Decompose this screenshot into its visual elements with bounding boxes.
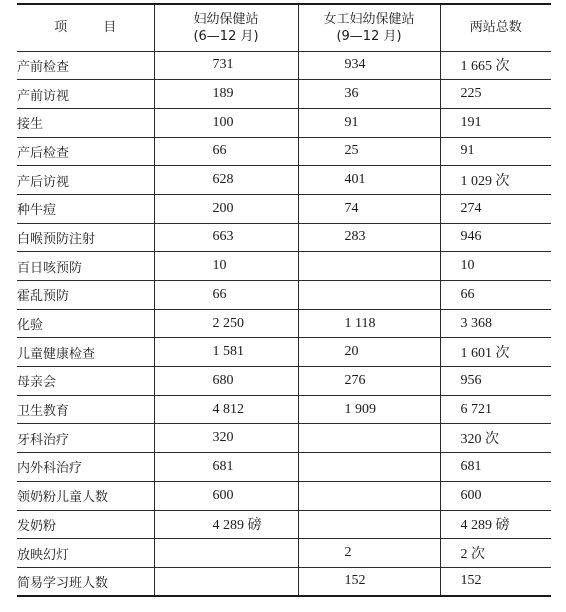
worker-station-value: 276	[344, 372, 366, 388]
row-item-label: 卫生教育	[17, 395, 154, 424]
maternal-station-value-cell	[154, 108, 298, 137]
worker-station-value: 934	[344, 57, 366, 73]
table-header	[17, 4, 551, 51]
worker-station-value-cell	[298, 223, 440, 252]
table-row	[17, 80, 551, 109]
statistics-table	[17, 3, 551, 597]
worker-station-value-cell	[298, 453, 440, 482]
total-value: 66	[460, 286, 475, 302]
maternal-station-value-cell	[154, 481, 298, 510]
worker-station-value-cell	[298, 338, 440, 367]
table-row	[17, 309, 551, 338]
maternal-station-value: 600	[212, 487, 234, 503]
row-item-label: 种牛痘	[17, 194, 154, 223]
table-row	[17, 481, 551, 510]
maternal-station-value-cell	[154, 194, 298, 223]
worker-station-value-cell	[298, 281, 440, 310]
total-value: 600	[460, 487, 482, 503]
maternal-station-value-cell	[154, 424, 298, 453]
table-row	[17, 137, 551, 166]
row-item-label: 百日咳预防	[17, 252, 154, 281]
maternal-station-value: 66	[212, 143, 227, 159]
maternal-station-value-cell	[154, 395, 298, 424]
row-item-label: 接生	[17, 108, 154, 137]
total-value: 1 601 次	[460, 346, 510, 362]
total-value: 10	[460, 258, 475, 274]
maternal-station-value: 189	[212, 86, 234, 102]
worker-station-value-cell	[298, 80, 440, 109]
maternal-station-value: 10	[212, 258, 227, 274]
maternal-station-value-cell	[154, 252, 298, 281]
maternal-station-value-cell	[154, 567, 298, 596]
table-row	[17, 281, 551, 310]
total-value-cell	[440, 395, 551, 424]
maternal-station-value: 663	[212, 229, 234, 245]
table-row	[17, 194, 551, 223]
table-body	[17, 51, 551, 596]
maternal-station-value: 100	[212, 114, 234, 130]
maternal-station-value-cell	[154, 510, 298, 539]
total-value: 152	[460, 573, 482, 589]
row-item-label: 发奶粉	[17, 510, 154, 539]
maternal-station-value-cell	[154, 338, 298, 367]
worker-station-value-cell	[298, 108, 440, 137]
worker-station-value-cell	[298, 567, 440, 596]
header-total: 两站总数	[440, 4, 551, 51]
maternal-station-value: 4 289 磅	[212, 518, 262, 534]
header-worker-station-name: 女工妇幼保健站	[323, 11, 415, 27]
total-value-cell	[440, 309, 551, 338]
table-row	[17, 395, 551, 424]
maternal-station-value: 680	[212, 372, 234, 388]
worker-station-value-cell	[298, 194, 440, 223]
total-value: 946	[460, 229, 482, 245]
maternal-station-value-cell	[154, 137, 298, 166]
worker-station-value-cell	[298, 481, 440, 510]
header-item-left: 项	[54, 20, 68, 36]
row-item-label: 产后检查	[17, 137, 154, 166]
row-item-label: 化验	[17, 309, 154, 338]
header-item-right: 目	[103, 20, 117, 36]
total-value-cell	[440, 137, 551, 166]
row-item-label: 母亲会	[17, 367, 154, 396]
total-value: 4 289 磅	[460, 518, 510, 534]
worker-station-value-cell	[298, 309, 440, 338]
worker-station-value: 20	[344, 344, 359, 360]
total-value: 191	[460, 114, 482, 130]
header-row	[17, 4, 551, 51]
total-value-cell	[440, 281, 551, 310]
row-item-label: 领奶粉儿童人数	[17, 481, 154, 510]
total-value: 320 次	[460, 432, 499, 448]
total-value-cell	[440, 108, 551, 137]
table-row	[17, 539, 551, 568]
worker-station-value-cell	[298, 510, 440, 539]
total-value-cell	[440, 223, 551, 252]
maternal-station-value-cell	[154, 367, 298, 396]
table-row	[17, 567, 551, 596]
worker-station-value: 74	[344, 200, 359, 216]
total-value-cell	[440, 80, 551, 109]
total-value: 3 368	[460, 315, 492, 331]
header-worker-station	[298, 4, 440, 51]
worker-station-value-cell	[298, 252, 440, 281]
total-value: 681	[460, 458, 482, 474]
worker-station-value: 401	[344, 172, 366, 188]
total-value-cell	[440, 252, 551, 281]
row-item-label: 儿童健康检查	[17, 338, 154, 367]
total-value: 1 029 次	[460, 174, 510, 190]
total-value: 1 665 次	[460, 59, 510, 75]
maternal-station-value: 1 581	[212, 344, 244, 360]
worker-station-value: 283	[344, 229, 366, 245]
row-item-label: 霍乱预防	[17, 281, 154, 310]
worker-station-value-cell	[298, 137, 440, 166]
row-item-label: 产前检查	[17, 51, 154, 80]
table-row	[17, 338, 551, 367]
maternal-station-value-cell	[154, 51, 298, 80]
maternal-station-value: 200	[212, 200, 234, 216]
maternal-station-value-cell	[154, 309, 298, 338]
row-item-label: 放映幻灯	[17, 539, 154, 568]
row-item-label: 产后访视	[17, 166, 154, 195]
total-value-cell	[440, 510, 551, 539]
maternal-station-value-cell	[154, 166, 298, 195]
worker-station-value: 25	[344, 143, 359, 159]
maternal-station-value: 66	[212, 286, 227, 302]
total-value-cell	[440, 51, 551, 80]
total-value: 274	[460, 200, 482, 216]
maternal-station-value-cell	[154, 223, 298, 252]
header-item	[17, 4, 154, 51]
row-item-label: 白喉预防注射	[17, 223, 154, 252]
maternal-station-value: 4 812	[212, 401, 244, 417]
table-row	[17, 166, 551, 195]
worker-station-value-cell	[298, 367, 440, 396]
total-value-cell	[440, 453, 551, 482]
maternal-station-value-cell	[154, 539, 298, 568]
table-row	[17, 108, 551, 137]
total-value: 956	[460, 372, 482, 388]
maternal-station-value: 320	[212, 430, 234, 446]
total-value-cell	[440, 539, 551, 568]
total-value-cell	[440, 367, 551, 396]
total-value: 6 721	[460, 401, 492, 417]
row-item-label: 内外科治疗	[17, 453, 154, 482]
header-maternal-station	[154, 4, 298, 51]
maternal-station-value-cell	[154, 281, 298, 310]
total-value: 2 次	[460, 547, 485, 563]
maternal-station-value: 731	[212, 57, 234, 73]
table-row	[17, 367, 551, 396]
worker-station-value: 152	[344, 573, 366, 589]
header-maternal-station-name: 妇幼保健站	[193, 11, 259, 27]
worker-station-value-cell	[298, 424, 440, 453]
table-row	[17, 252, 551, 281]
total-value-cell	[440, 166, 551, 195]
worker-station-value: 1 909	[344, 401, 376, 417]
maternal-station-value: 2 250	[212, 315, 244, 331]
worker-station-value-cell	[298, 166, 440, 195]
worker-station-value: 2	[344, 545, 352, 561]
row-item-label: 产前访视	[17, 80, 154, 109]
row-item-label: 简易学习班人数	[17, 567, 154, 596]
header-worker-station-period: (9—12 月)	[336, 28, 402, 44]
total-value: 225	[460, 86, 482, 102]
total-value-cell	[440, 424, 551, 453]
table-row	[17, 510, 551, 539]
total-value-cell	[440, 194, 551, 223]
maternal-station-value: 628	[212, 172, 234, 188]
worker-station-value: 91	[344, 114, 359, 130]
total-value-cell	[440, 481, 551, 510]
worker-station-value: 1 118	[344, 315, 376, 331]
header-maternal-station-period: (6—12 月)	[193, 28, 259, 44]
row-item-label: 牙科治疗	[17, 424, 154, 453]
worker-station-value: 36	[344, 86, 359, 102]
maternal-station-value: 681	[212, 458, 234, 474]
total-value-cell	[440, 338, 551, 367]
table-row	[17, 223, 551, 252]
worker-station-value-cell	[298, 539, 440, 568]
maternal-station-value-cell	[154, 80, 298, 109]
table-row	[17, 51, 551, 80]
table-row	[17, 424, 551, 453]
total-value: 91	[460, 143, 475, 159]
worker-station-value-cell	[298, 51, 440, 80]
worker-station-value-cell	[298, 395, 440, 424]
table-row	[17, 453, 551, 482]
total-value-cell	[440, 567, 551, 596]
maternal-station-value-cell	[154, 453, 298, 482]
